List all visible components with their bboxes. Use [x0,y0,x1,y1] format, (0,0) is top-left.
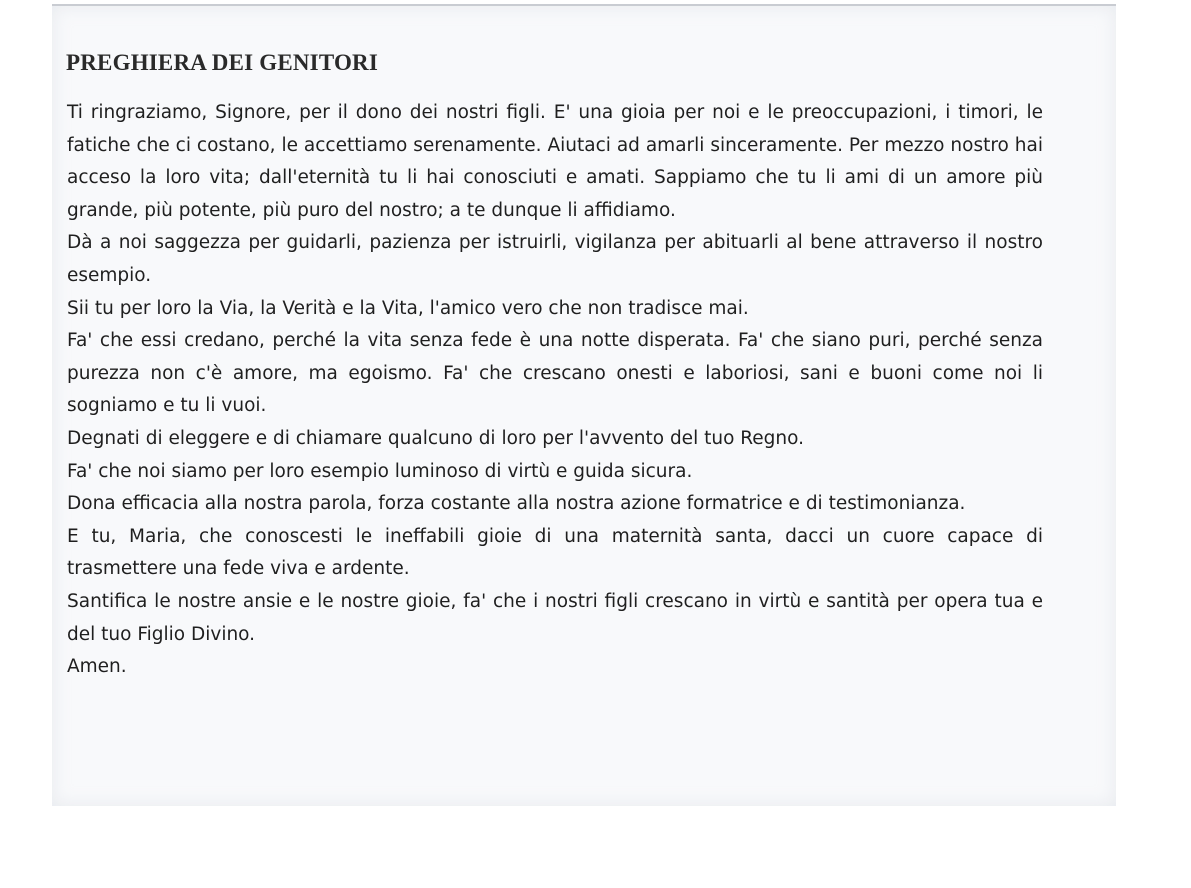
paragraph-4: Fa' che essi credano, perché la vita senza fede è una notte disperata. Fa' che siano puri, perché senza purezza non c'è amore, ma egoismo. Fa' che crescano onesti e laboriosi, sani e buoni come noi li sogniamo e tu li vuoi. [67,330,1043,417]
paragraph-9: Santifica le nostre ansie e le nostre gioie, fa' che i nostri figli crescano in virtù e santità per opera tua e del tuo Figlio Divino. [67,590,1043,645]
document-title: PREGHIERA DEI GENITORI [66,50,378,75]
paragraph-1: Ti ringraziamo, Signore, per il dono dei nostri figli. E' una gioia per noi e le preoccupazioni, i timori, le fatiche che ci costano, le accettiamo serenamente. Aiutaci ad amarli sinceramente. Per mezzo nostro hai acceso la loro vita; dall'eternità tu li hai conosciuti e amati. Sappiamo che tu li ami di un amore più grande, più potente, più puro del nostro; a te dunque li affidiamo. [67,102,1043,221]
paragraph-8: E tu, Maria, che conoscesti le ineffabili gioie di una maternità santa, dacci un cuore capace di trasmettere una fede viva e ardente. [67,525,1043,580]
paragraph-6: Fa' che noi siamo per loro esempio luminoso di virtù e guida sicura. [67,460,693,482]
paragraph-2: Dà a noi saggezza per guidarli, pazienza per istruirli, vigilanza per abituarli al bene attraverso il nostro esempio. [67,232,1043,286]
paragraph-7: Dona efficacia alla nostra parola, forza costante alla nostra azione formatrice e di testimonianza. [67,493,966,515]
paragraph-3: Sii tu per loro la Via, la Verità e la Vita, l'amico vero che non tradisce mai. [67,297,749,319]
prayer-body [67,97,1043,684]
paragraph-5: Degnati di eleggere e di chiamare qualcuno di loro per l'avvento del tuo Regno. [67,427,805,449]
paragraph-amen: Amen. [67,656,127,678]
